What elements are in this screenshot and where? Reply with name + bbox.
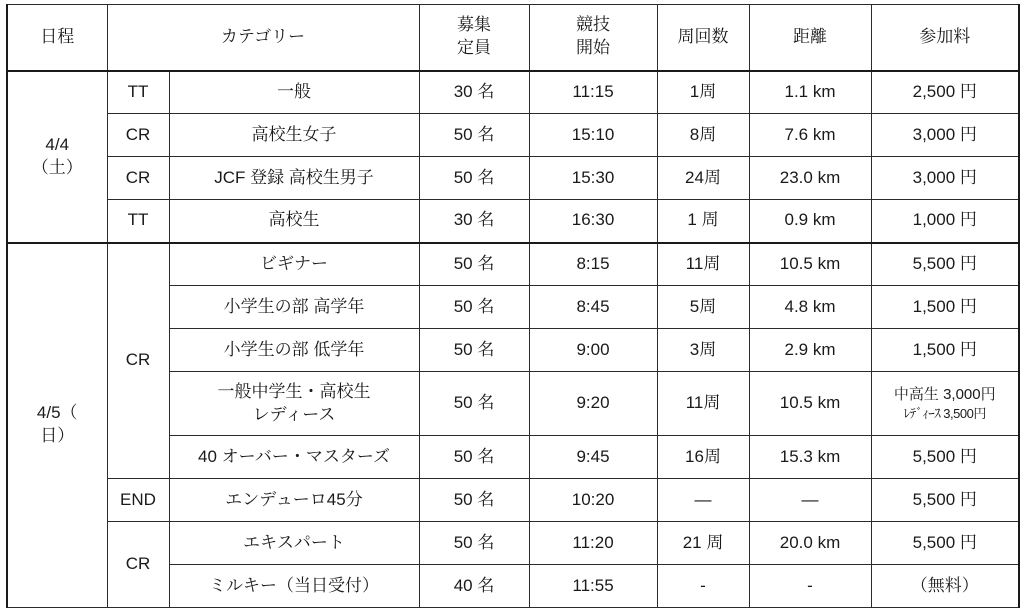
fee-cell: 3,000 円 — [871, 114, 1019, 157]
date-line1: 4/4 — [45, 134, 70, 154]
type-cell: CR — [107, 157, 169, 200]
header-quota-line2: 定員 — [457, 38, 492, 58]
header-fee: 参加料 — [871, 5, 1019, 71]
header-quota-line1: 募集 — [457, 15, 492, 35]
distance-cell: 10.5 km — [749, 372, 871, 436]
fee-cell: 5,500 円 — [871, 479, 1019, 522]
table-row — [7, 479, 1019, 522]
start-cell: 15:30 — [529, 157, 657, 200]
date-cell-1 — [7, 243, 107, 608]
category-cell: エキスパート — [169, 522, 419, 565]
start-cell: 9:00 — [529, 329, 657, 372]
fee-cell: （無料） — [871, 565, 1019, 608]
category-line1: 一般中学生・高校生 — [217, 381, 371, 401]
fee-cell — [871, 372, 1019, 436]
distance-cell: 2.9 km — [749, 329, 871, 372]
header-start-line1: 競技 — [576, 15, 611, 35]
category-line2: レディース — [252, 404, 336, 424]
laps-cell: 1 周 — [657, 200, 749, 243]
date-cell-0 — [7, 71, 107, 243]
header-distance: 距離 — [749, 5, 871, 71]
quota-cell: 50 名 — [419, 243, 529, 286]
category-cell: 小学生の部 高学年 — [169, 286, 419, 329]
category-cell: 高校生女子 — [169, 114, 419, 157]
date-line1: 4/5（ — [36, 403, 78, 423]
table-body — [7, 71, 1019, 608]
category-cell: 小学生の部 低学年 — [169, 329, 419, 372]
distance-cell: 1.1 km — [749, 71, 871, 114]
laps-cell: 11周 — [657, 243, 749, 286]
start-cell: 11:15 — [529, 71, 657, 114]
quota-cell: 50 名 — [419, 157, 529, 200]
start-cell: 8:15 — [529, 243, 657, 286]
laps-cell: 21 周 — [657, 522, 749, 565]
quota-cell: 30 名 — [419, 71, 529, 114]
table-row — [7, 200, 1019, 243]
table-row — [7, 522, 1019, 565]
start-cell: 9:45 — [529, 436, 657, 479]
fee-cell: 2,500 円 — [871, 71, 1019, 114]
header-start — [529, 5, 657, 71]
fee-cell: 1,000 円 — [871, 200, 1019, 243]
fee-cell: 1,500 円 — [871, 286, 1019, 329]
type-cell: END — [107, 479, 169, 522]
distance-cell: 4.8 km — [749, 286, 871, 329]
fee-line1: 中高生 3,000円 — [893, 385, 996, 403]
race-schedule-table — [6, 4, 1020, 608]
header-laps: 周回数 — [657, 5, 749, 71]
table-row — [7, 71, 1019, 114]
category-cell — [169, 372, 419, 436]
type-cell: CR — [107, 522, 169, 608]
laps-cell: 24周 — [657, 157, 749, 200]
type-cell: TT — [107, 71, 169, 114]
fee-cell: 5,500 円 — [871, 522, 1019, 565]
type-cell-cr: CR — [107, 243, 169, 479]
laps-cell: — — [657, 479, 749, 522]
fee-line2: ﾚﾃﾞｨｰｽ 3,500円 — [903, 405, 986, 421]
table-row — [7, 114, 1019, 157]
quota-cell: 30 名 — [419, 200, 529, 243]
distance-cell: - — [749, 565, 871, 608]
laps-cell: 3周 — [657, 329, 749, 372]
table-row — [7, 243, 1019, 286]
table-row — [7, 157, 1019, 200]
header-quota — [419, 5, 529, 71]
laps-cell: 5周 — [657, 286, 749, 329]
distance-cell: 7.6 km — [749, 114, 871, 157]
start-cell: 15:10 — [529, 114, 657, 157]
category-cell: 高校生 — [169, 200, 419, 243]
header-start-line2: 開始 — [576, 38, 611, 58]
laps-cell: 1周 — [657, 71, 749, 114]
start-cell: 11:20 — [529, 522, 657, 565]
start-cell: 8:45 — [529, 286, 657, 329]
distance-cell: 10.5 km — [749, 243, 871, 286]
quota-cell: 50 名 — [419, 436, 529, 479]
quota-cell: 40 名 — [419, 565, 529, 608]
quota-cell: 50 名 — [419, 114, 529, 157]
quota-cell: 50 名 — [419, 286, 529, 329]
category-cell: エンデューロ45分 — [169, 479, 419, 522]
start-cell: 10:20 — [529, 479, 657, 522]
start-cell: 16:30 — [529, 200, 657, 243]
fee-cell: 3,000 円 — [871, 157, 1019, 200]
laps-cell: 11周 — [657, 372, 749, 436]
start-cell: 11:55 — [529, 565, 657, 608]
laps-cell: - — [657, 565, 749, 608]
header-date: 日程 — [7, 5, 107, 71]
fee-cell: 1,500 円 — [871, 329, 1019, 372]
laps-cell: 8周 — [657, 114, 749, 157]
category-cell: JCF 登録 高校生男子 — [169, 157, 419, 200]
date-line2: （土） — [31, 157, 83, 177]
date-line2: 日） — [40, 426, 75, 446]
category-cell: 一般 — [169, 71, 419, 114]
fee-cell: 5,500 円 — [871, 243, 1019, 286]
start-cell: 9:20 — [529, 372, 657, 436]
distance-cell: 20.0 km — [749, 522, 871, 565]
laps-cell: 16周 — [657, 436, 749, 479]
category-cell: 40 オーバー・マスターズ — [169, 436, 419, 479]
distance-cell: 0.9 km — [749, 200, 871, 243]
type-cell: TT — [107, 200, 169, 243]
category-cell: ミルキー（当日受付） — [169, 565, 419, 608]
category-cell: ビギナー — [169, 243, 419, 286]
distance-cell: — — [749, 479, 871, 522]
quota-cell: 50 名 — [419, 522, 529, 565]
header-category: カテゴリー — [107, 5, 419, 71]
quota-cell: 50 名 — [419, 479, 529, 522]
type-cell: CR — [107, 114, 169, 157]
table-header-row — [7, 5, 1019, 71]
quota-cell: 50 名 — [419, 372, 529, 436]
distance-cell: 23.0 km — [749, 157, 871, 200]
distance-cell: 15.3 km — [749, 436, 871, 479]
fee-cell: 5,500 円 — [871, 436, 1019, 479]
quota-cell: 50 名 — [419, 329, 529, 372]
